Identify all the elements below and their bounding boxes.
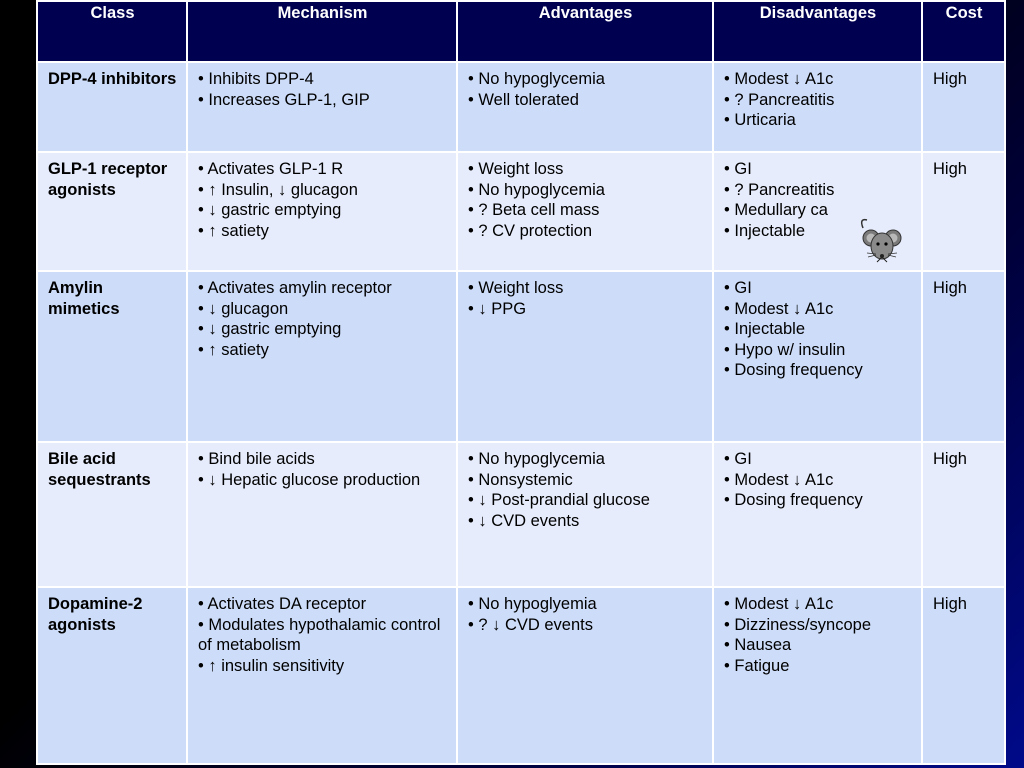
disadvantages-cell — [713, 442, 922, 587]
class-cell: Bile acid sequestrants — [37, 442, 187, 587]
header-cost: Cost — [922, 1, 1005, 62]
advantage-item: • No hypoglycemia — [468, 450, 605, 468]
advantage-item: • No hypoglycemia — [468, 70, 605, 88]
disadvantage-item: • Medullary ca — [724, 201, 828, 219]
advantages-cell — [457, 152, 713, 271]
header-row — [37, 1, 1005, 62]
mechanism-item: • ↓ Hepatic glucose production — [198, 470, 421, 489]
mechanism-item: • ↑ Insulin, ↓ glucagon — [198, 180, 358, 199]
cost-cell: High — [922, 442, 1005, 587]
mouse-icon — [857, 216, 907, 266]
mechanism-item: • Activates DA receptor — [198, 595, 367, 613]
disadvantage-item: • Modest ↓ A1c — [724, 595, 834, 613]
disadvantage-item: • Dizziness/syncope — [724, 615, 872, 634]
header-advantages: Advantages — [457, 1, 713, 62]
class-cell: DPP-4 inhibitors — [37, 62, 187, 152]
disadvantage-item: • ? Pancreatitis — [724, 180, 835, 199]
mechanism-cell — [187, 271, 457, 442]
advantage-item: • ↓ PPG — [468, 299, 527, 318]
disadvantage-item: • Fatigue — [724, 656, 790, 675]
table-row — [37, 442, 1005, 587]
class-cell: GLP-1 receptor agonists — [37, 152, 187, 271]
mechanism-item: • Inhibits DPP-4 — [198, 70, 314, 88]
mechanism-cell — [187, 442, 457, 587]
table-row — [37, 587, 1005, 764]
mechanism-item: • ↑ satiety — [198, 340, 269, 359]
disadvantage-item: • Nausea — [724, 636, 792, 654]
mechanism-cell — [187, 587, 457, 764]
advantage-item: • ? Beta cell mass — [468, 201, 600, 219]
mechanism-item: • ↓ gastric emptying — [198, 320, 342, 338]
advantage-item: • ↓ Post-prandial glucose — [468, 491, 650, 509]
advantage-item: • Well tolerated — [468, 90, 579, 109]
comparison-table-container — [36, 0, 1004, 765]
disadvantage-item: • Urticaria — [724, 111, 796, 129]
disadvantages-cell — [713, 271, 922, 442]
disadvantage-item: • Hypo w/ insulin — [724, 340, 846, 359]
mechanism-item: • ↓ glucagon — [198, 299, 289, 318]
mechanism-item: • ↓ gastric emptying — [198, 201, 342, 219]
mechanism-cell — [187, 152, 457, 271]
disadvantage-item: • ? Pancreatitis — [724, 90, 835, 109]
advantage-item: • Nonsystemic — [468, 470, 573, 489]
advantage-item: • ? CV protection — [468, 221, 593, 240]
header-disadvantages: Disadvantages — [713, 1, 922, 62]
advantage-item: • No hypoglycemia — [468, 180, 605, 199]
cost-cell: High — [922, 587, 1005, 764]
mechanism-item: • Increases GLP-1, GIP — [198, 90, 370, 109]
drug-class-comparison-table — [36, 0, 1006, 765]
header-mechanism: Mechanism — [187, 1, 457, 62]
mechanism-cell — [187, 62, 457, 152]
disadvantages-cell — [713, 62, 922, 152]
mechanism-item: • Activates amylin receptor — [198, 279, 392, 297]
table-row — [37, 152, 1005, 271]
cost-cell: High — [922, 62, 1005, 152]
disadvantage-item: • GI — [724, 279, 752, 297]
advantages-cell — [457, 587, 713, 764]
class-cell: Dopamine-2 agonists — [37, 587, 187, 764]
mechanism-item: • Activates GLP-1 R — [198, 160, 344, 178]
disadvantage-item: • Dosing frequency — [724, 361, 863, 379]
header-class: Class — [37, 1, 187, 62]
disadvantages-cell — [713, 152, 922, 271]
disadvantage-item: • Injectable — [724, 221, 805, 240]
advantage-item: • Weight loss — [468, 279, 564, 297]
advantage-item: • ? ↓ CVD events — [468, 615, 593, 634]
disadvantage-item: • Injectable — [724, 320, 805, 338]
mechanism-item: • Modulates hypothalamic control of metabolism — [198, 615, 441, 654]
disadvantage-item: • Dosing frequency — [724, 491, 863, 509]
cost-cell: High — [922, 271, 1005, 442]
advantages-cell — [457, 271, 713, 442]
disadvantage-item: • GI — [724, 160, 752, 178]
advantages-cell — [457, 62, 713, 152]
disadvantages-cell — [713, 587, 922, 764]
mechanism-item: • Bind bile acids — [198, 450, 315, 468]
class-cell: Amylin mimetics — [37, 271, 187, 442]
mechanism-item: • ↑ satiety — [198, 221, 269, 240]
advantage-item: • ↓ CVD events — [468, 511, 580, 530]
disadvantage-item: • Modest ↓ A1c — [724, 70, 834, 88]
disadvantage-item: • Modest ↓ A1c — [724, 299, 834, 318]
advantage-item: • No hypoglyemia — [468, 595, 597, 613]
advantage-item: • Weight loss — [468, 160, 564, 178]
table-row — [37, 271, 1005, 442]
disadvantage-item: • GI — [724, 450, 752, 468]
table-row — [37, 62, 1005, 152]
disadvantage-item: • Modest ↓ A1c — [724, 470, 834, 489]
advantages-cell — [457, 442, 713, 587]
cost-cell: High — [922, 152, 1005, 271]
mechanism-item: • ↑ insulin sensitivity — [198, 656, 345, 675]
